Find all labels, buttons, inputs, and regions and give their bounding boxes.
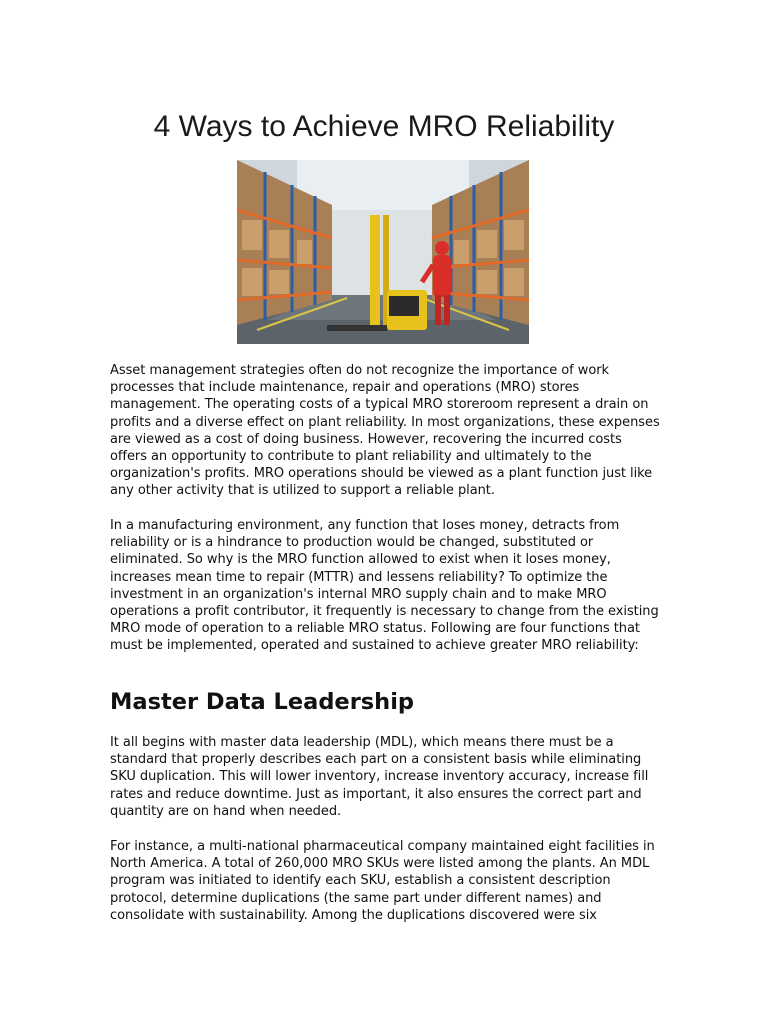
section-heading: Master Data Leadership bbox=[110, 689, 415, 715]
intro-paragraph: Asset management strategies often do not recognize the importance of work processes that include maintenance, repair and operations (MRO) stores management. The operating costs of a typical MRO storeroom represent a drain on profits and a diverse effect on plant reliability. In most organizations, these expenses are viewed as a cost of doing business. However, recovering the incurred costs offers an opportunity to contribute to plant reliability and ultimately to the organization's profits. MRO operations should be viewed as a plant function just like any other activity that is utilized to support a reliable plant. bbox=[110, 363, 660, 499]
page-title: 4 Ways to Achieve MRO Reliability bbox=[153, 110, 615, 143]
body-paragraph: In a manufacturing environment, any function that loses money, detracts from reliability or is a hindrance to production would be changed, substituted or eliminated. So why is the MRO function allowed to exist when it loses money, increases mean time to repair (MTTR) and lessens reliability? To optimize the investment in an organization's internal MRO supply chain and to make MRO operations a profit contributor, it frequently is necessary to change from the existing MRO mode of operation to a reliable MRO status. Following are four functions that must be implemented, operated and sustained to achieve greater MRO reliability: bbox=[110, 518, 659, 654]
section-paragraph: It all begins with master data leadership (MDL), which means there must be a standard that properly describes each part on a consistent basis while eliminating SKU duplication. This will lower inventory, increase inventory accuracy, increase fill rates and reduce downtime. Just as important, it also ensures the correct part and quantity are on hand when needed. bbox=[110, 735, 649, 819]
warehouse-photo bbox=[237, 160, 529, 344]
section-paragraph: For instance, a multi-national pharmaceutical company maintained eight facilities in North America. A total of 260,000 MRO SKUs were listed among the plants. An MDL program was initiated to identify each SKU, establish a consistent description protocol, determine duplications (the same part under different names) and consolidate with sustainability. Among the duplications discovered were six bbox=[110, 839, 655, 923]
